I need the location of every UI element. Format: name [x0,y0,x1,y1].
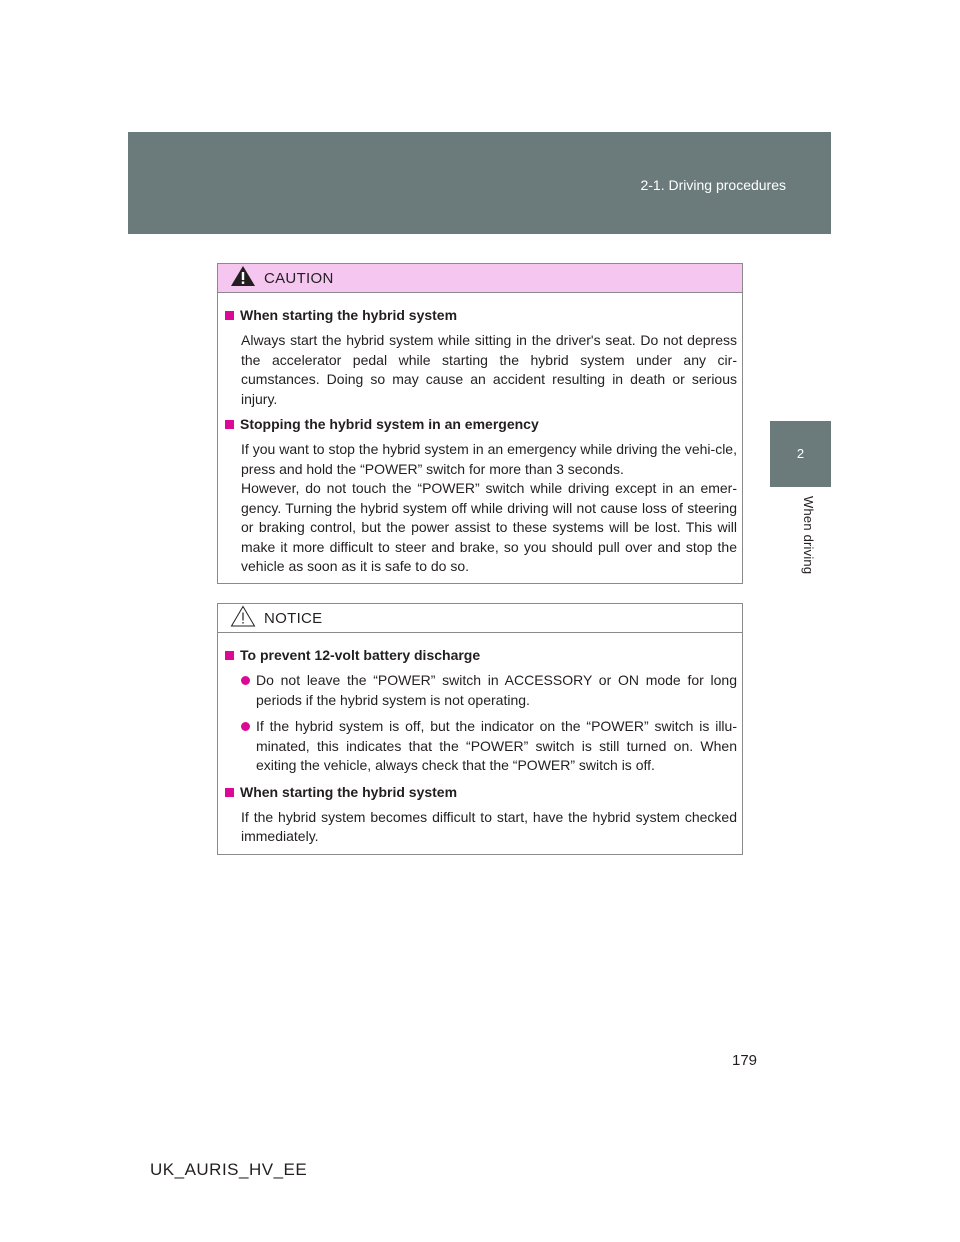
section-heading: Stopping the hybrid system in an emergency [225,415,737,434]
square-bullet-icon [225,651,234,660]
paragraph: If you want to stop the hybrid system in an emergency while driving the vehi-cle, press and hold the “POWER” switch for more than 3 seconds. [241,441,737,477]
document-code: UK_AURIS_HV_EE [150,1160,308,1179]
chapter-tab [770,421,831,487]
paragraph: If the hybrid system becomes difficult to start, have the hybrid system checked immediately. [241,808,737,844]
section-heading: To prevent 12-volt battery discharge [225,646,737,665]
chapter-label: When driving [801,496,816,575]
chapter-number: 2 [796,446,805,461]
paragraph: Always start the hybrid system while sitting in the driver's seat. Do not depress the accelerator pedal while starting the hybrid system under any cir-cumstances. Doing so may cause an accident resulting in death or serious injury. [241,332,737,407]
section-heading: When starting the hybrid system [225,306,737,325]
list-item: If the hybrid system is off, but the indicator on the “POWER” switch is illu-minated, this indicates that the “POWER” switch is still turned on. When exiting the vehicle, always check that the “POWER” switch is off. [241,717,737,776]
warning-triangle-outline-icon [230,605,256,627]
section-heading: When starting the hybrid system [225,783,737,802]
page-number: 179 [732,1052,758,1069]
square-bullet-icon [225,311,234,320]
warning-triangle-filled-icon [230,265,256,287]
notice-box [217,603,743,855]
caution-title: CAUTION [264,269,334,287]
round-bullet-icon [241,676,250,685]
caution-box [217,263,743,584]
section-title: 2-1. Driving procedures [640,177,786,193]
notice-header [218,604,742,633]
list-item: Do not leave the “POWER” switch in ACCESSORY or ON mode for long periods if the hybrid system is not operating. [241,671,737,710]
round-bullet-icon [241,722,250,731]
header-band [128,132,831,234]
paragraph: However, do not touch the “POWER” switch while driving except in an emer-gency. Turning the hybrid system off while driving will not cause loss of steering or braking control, but the power assist to these systems will be lost. This will make it more difficult to steer and brake, so you should pull over and stop the vehicle as soon as it is safe to do so. [241,480,737,574]
caution-header [218,264,742,293]
notice-title: NOTICE [264,609,323,627]
square-bullet-icon [225,788,234,797]
square-bullet-icon [225,420,234,429]
